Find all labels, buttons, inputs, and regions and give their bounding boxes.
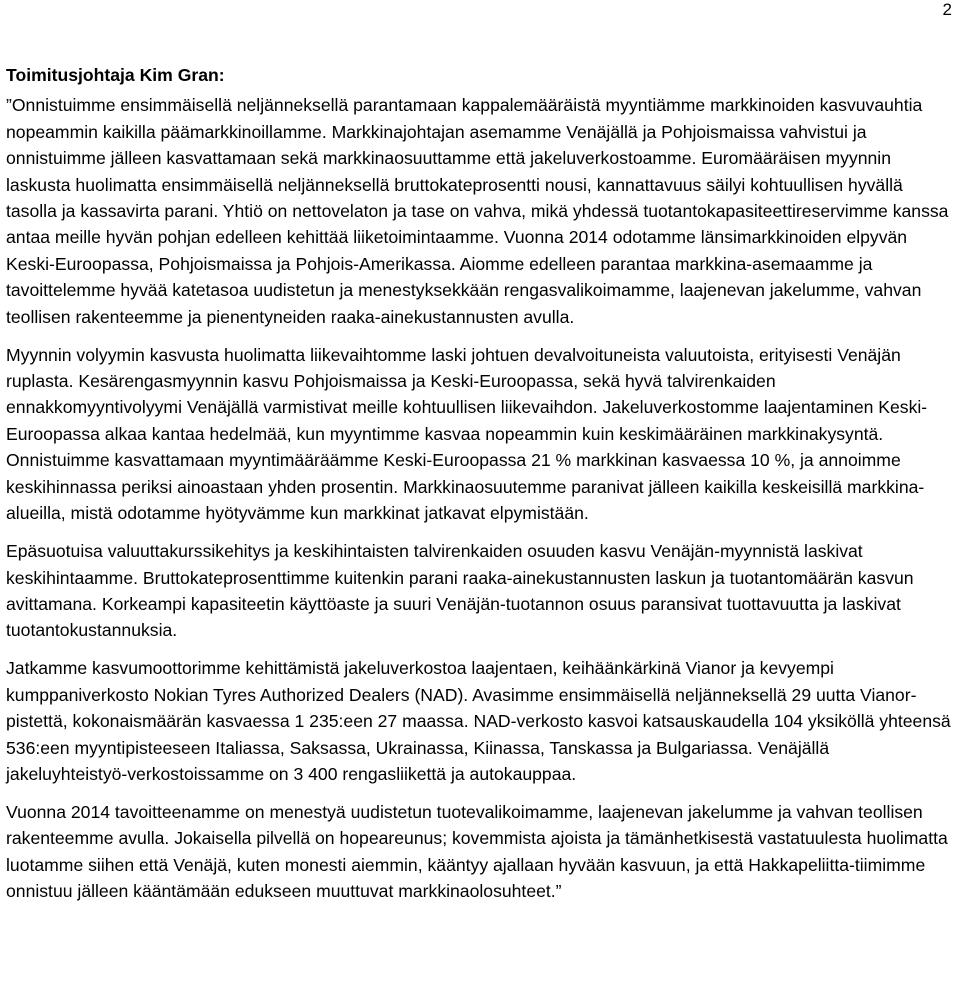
section-heading: Toimitusjohtaja Kim Gran: <box>6 65 225 85</box>
paragraph-1: ”Onnistuimme ensimmäisellä neljänneksellä parantamaan kappalemääräistä myyntiämme markkinoiden kasvuvauhtia nopeammin kaikilla päämarkkinoillamme. Markkinajohtajan asemamme Venäjällä ja Pohjoismaissa vahvistui ja onnistuimme jälleen kasvattamaan sekä markkinaosuuttamme että jakeluverkostoamme. Euromääräisen myynnin laskusta huolimatta ensimmäisellä neljänneksellä bruttokateprosentti nousi, kannattavuus säilyi kohtuullisen hyvällä tasolla ja kassavirta parani. Yhtiö on nettovelaton ja tase on vahva, mikä yhdessä tuotantokapasiteettireservimme kanssa antaa meille hyvän pohjan edelleen kehittää liiketoimintaamme. Vuonna 2014 odotamme länsimarkkinoiden elpyvän Keski-Euroopassa, Pohjoismaissa ja Pohjois-Amerikassa. Aiomme edelleen parantaa markkina-asemaamme ja tavoittelemme hyvää katetasoa uudistetun ja menestyksekkään rengasvalikoimamme, laajenevan jakelumme, vahvan teollisen rakenteemme ja pienentyneiden raaka-ainekustannusten avulla. <box>6 95 949 327</box>
page-number: 2 <box>942 0 952 19</box>
paragraph-4: Jatkamme kasvumoottorimme kehittämistä jakeluverkostoa laajentaen, keihäänkärkinä Vianor ja kevyempi kumppaniverkosto Nokian Tyres Authorized Dealers (NAD). Avasimme ensimmäisellä neljänneksellä 29 uutta Vianor-pistettä, kokonaismäärän kasvaessa 1 235:een 27 maassa. NAD-verkosto kasvoi katsauskaudella 104 yksiköllä yhteensä 536:een myyntipisteeseen Italiassa, Saksassa, Ukrainassa, Kiinassa, Tanskassa ja Bulgariassa. Venäjällä jakeluyhteistyö-verkostoissamme on 3 400 rengasliikettä ja autokauppaa. <box>6 658 951 784</box>
paragraph-5: Vuonna 2014 tavoitteenamme on menestyä uudistetun tuotevalikoimamme, laajenevan jakelumme ja vahvan teollisen rakenteemme avulla. Jokaisella pilvellä on hopeareunus; kovemmista ajoista ja tämänhetkisestä vastatuulesta huolimatta luotamme siihen että Venäjä, kuten monesti aiemmin, kääntyy ajallaan hyvään kasvuun, ja että Hakkapeliitta-tiimimme onnistuu jälleen kääntämään edukseen muuttuvat markkinaolosuhteet.” <box>6 801 948 902</box>
paragraph-3: Epäsuotuisa valuuttakurssikehitys ja keskihintaisten talvirenkaiden osuuden kasvu Venäjän-myynnistä laskivat keskihintaamme. Bruttokateprosenttimme kuitenkin parani raaka-ainekustannusten laskun ja tuotantomäärän kasvun avittamana. Korkeampi kapasiteetin käyttöaste ja suuri Venäjän-tuotannon osuus paransivat tuottavuutta ja laskivat tuotantokustannuksia. <box>6 541 914 641</box>
paragraph-2: Myynnin volyymin kasvusta huolimatta liikevaihtomme laski johtuen devalvoituneista valuutoista, erityisesti Venäjän ruplasta. Kesärengasmyynnin kasvu Pohjoismaissa ja Keski-Euroopassa, sekä hyvä talvirenkaiden ennakkomyyntivolyymi Venäjällä varmistivat meille kohtuullisen liikevaihdon. Jakeluverkostomme laajentaminen Keski-Euroopassa alkaa kantaa hedelmää, kun myyntimme kasvaa nopeammin kuin keskimääräinen markkinakysyntä. Onnistuimme kasvattamaan myyntimääräämme Keski-Euroopassa 21 % markkinan kasvaessa 10 %, ja annoimme keskihinnassa periksi ainoastaan yhden prosentin. Markkinaosuutemme paranivat jälleen kaikilla keskeisillä markkina-alueilla, mistä odotamme hyötyvämme kun markkinat jatkavat elpymistään. <box>6 344 928 524</box>
document-body <box>6 62 954 916</box>
